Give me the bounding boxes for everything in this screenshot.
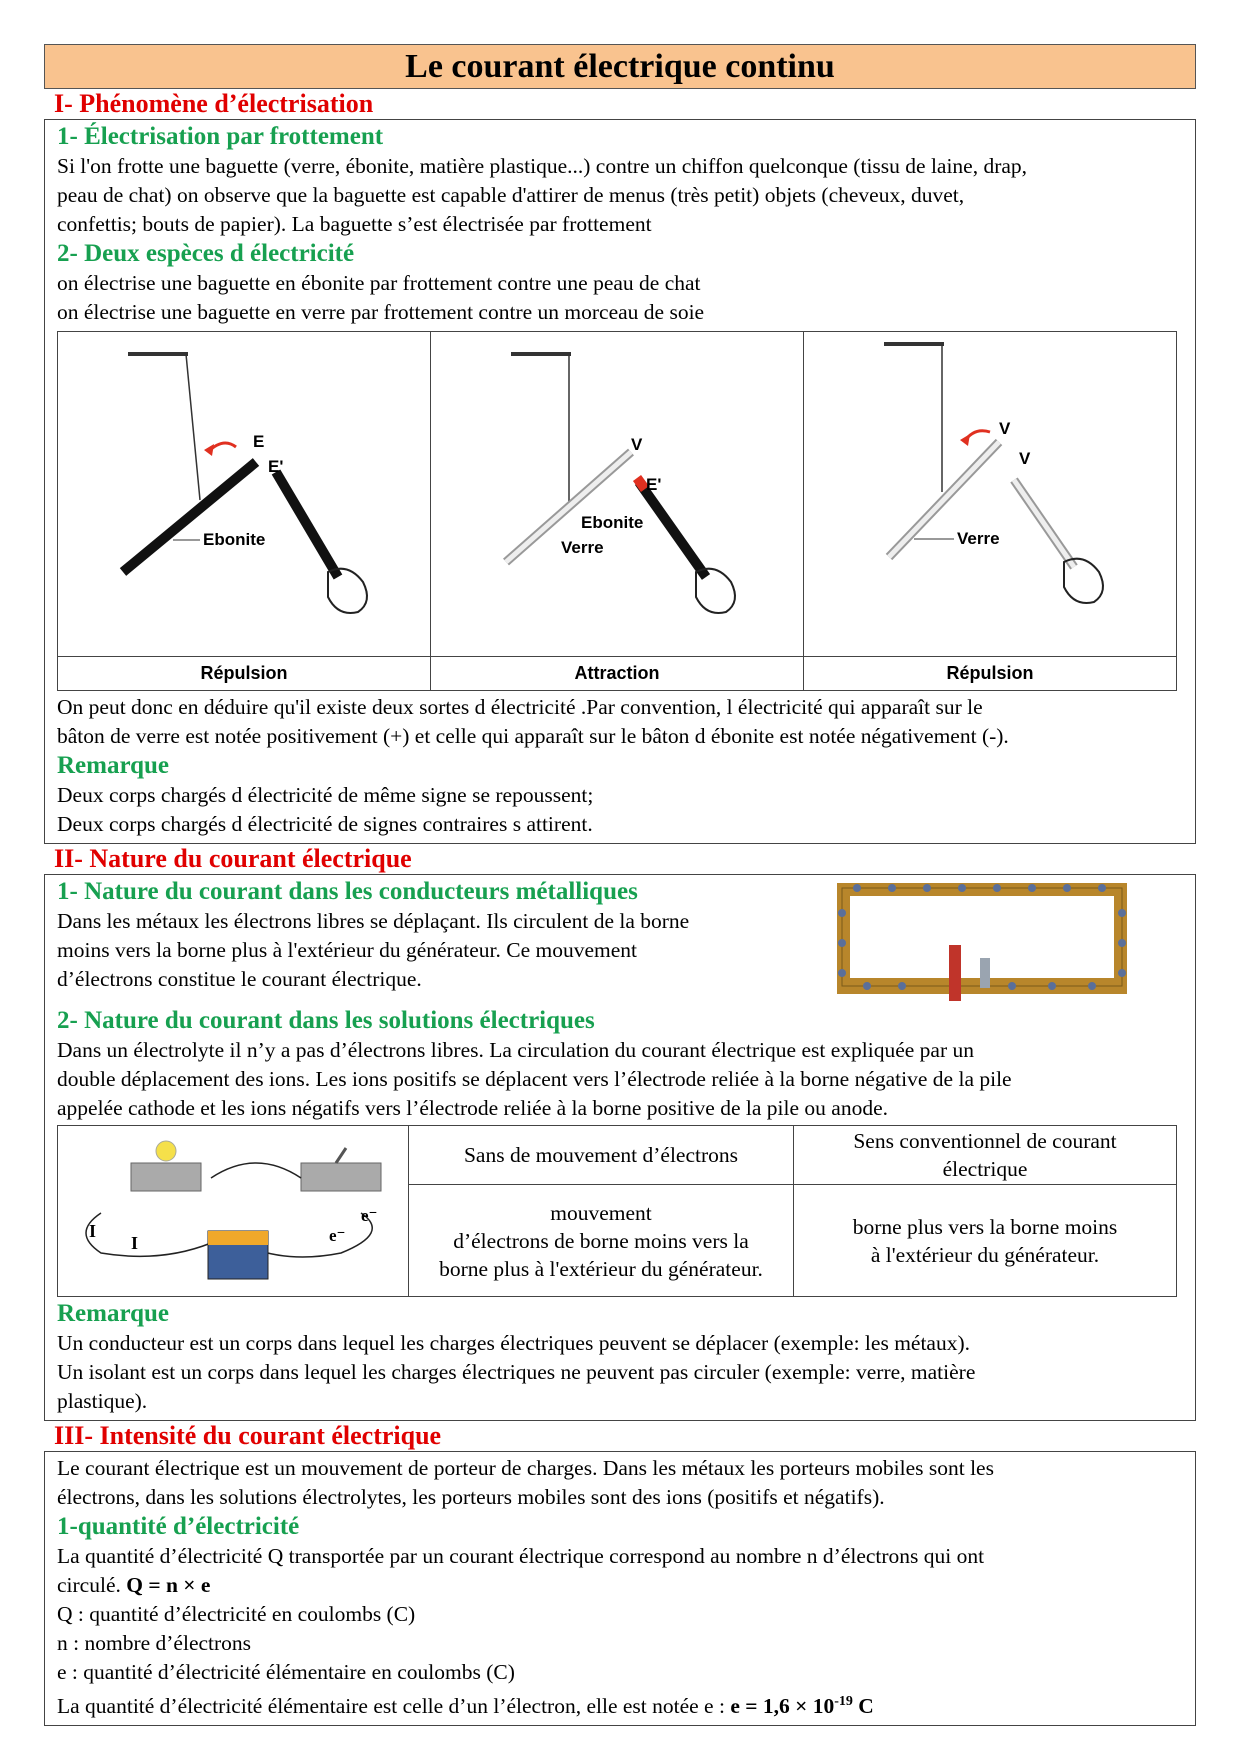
- formula-exponent: -19: [834, 1694, 853, 1709]
- formula-q: Q = n × e: [126, 1573, 211, 1597]
- circuit-illustration: [61, 1133, 406, 1283]
- cell-electron-movement: [409, 1185, 794, 1297]
- text-line: Dans les métaux les électrons libres se déplaçant. Ils circulent de la borne: [57, 909, 690, 933]
- text-line: d’électrons constitue le courant électrique.: [57, 967, 422, 991]
- page: [44, 44, 1196, 1726]
- text-fragment: La quantité d’électricité élémentaire est celle d’un l’électron, elle est notée e :: [57, 1694, 731, 1719]
- text-line: bâton de verre est notée positivement (+) et celle qui apparaît sur le bâton d ébonite est notée négativement (-).: [57, 724, 1009, 748]
- text-line: Le courant électrique est un mouvement de porteur de charges. Dans les métaux les porteurs mobiles sont les: [57, 1456, 994, 1480]
- formula-unit: C: [852, 1694, 874, 1719]
- section1-box: [44, 119, 1196, 844]
- text-line: On peut donc en déduire qu'il existe deux sortes d électricité .Par convention, l électricité qui apparaît sur le: [57, 695, 983, 719]
- text-line: La quantité d’électricité Q transportée par un courant électrique correspond au nombre n d’électrons qui ont: [57, 1544, 985, 1568]
- current-direction-table: [57, 1125, 1177, 1297]
- label-e: E: [253, 432, 265, 451]
- cell-line: borne plus vers la borne moins: [852, 1214, 1118, 1239]
- header-line: électrique: [942, 1157, 1028, 1181]
- text-line: Dans un électrolyte il n’y a pas d’électrons libres. La circulation du courant électrique est expliquée par un: [57, 1038, 974, 1062]
- label-ebonite: Ebonite: [581, 513, 644, 532]
- text-line: Un conducteur est un corps dans lequel les charges électriques peuvent se déplacer (exemple: les métaux).: [57, 1331, 971, 1355]
- cell-conventional-direction: [794, 1185, 1177, 1297]
- caption-repulsion-2: Répulsion: [946, 663, 1034, 683]
- label-i: I: [88, 1220, 96, 1241]
- section1-remark-heading: Remarque: [57, 752, 170, 779]
- definition-line: Q : quantité d’électricité en coulombs (C): [57, 1602, 416, 1626]
- cell-line: mouvement: [550, 1200, 652, 1225]
- panel-repulsion-ebonite: [58, 332, 431, 656]
- cell-line: d’électrons de borne moins vers la: [453, 1228, 749, 1253]
- label-electron: e⁻: [360, 1205, 378, 1225]
- header-conventional-direction: [794, 1126, 1177, 1185]
- label-verre: Verre: [957, 529, 1000, 548]
- text-line: on électrise une baguette en ébonite par frottement contre une peau de chat: [57, 271, 701, 295]
- panel-repulsion-verre: [804, 332, 1176, 656]
- text-line: [57, 1571, 1183, 1600]
- label-v: V: [631, 435, 643, 454]
- section1-sub1-heading: 1- Électrisation par frottement: [57, 123, 384, 150]
- electrisation-figure: [57, 331, 1177, 691]
- page-title: Le courant électrique continu: [44, 44, 1196, 89]
- metal-conductor-illustration: [837, 883, 1127, 1001]
- section2-heading: II- Nature du courant électrique: [54, 844, 412, 873]
- definition-line: n : nombre d’électrons: [57, 1631, 252, 1655]
- text-line: Deux corps chargés d électricité de même signe se repoussent;: [57, 783, 594, 807]
- label-electron: e⁻: [328, 1225, 346, 1245]
- formula-e: e = 1,6 × 10: [730, 1694, 835, 1719]
- header-line: Sens conventionnel de courant: [853, 1129, 1117, 1153]
- panel-attraction: [431, 332, 804, 656]
- repulsion-ebonite-illustration: [58, 332, 428, 656]
- section1-sub2-heading: 2- Deux espèces d électricité: [57, 240, 355, 267]
- text-line: électrons, dans les solutions électrolytes, les porteurs mobiles sont des ions (positifs et négatifs).: [57, 1485, 885, 1509]
- text-line: moins vers la borne plus à l'extérieur du générateur. Ce mouvement: [57, 938, 638, 962]
- label-verre: Verre: [561, 538, 604, 557]
- cell-line: à l'extérieur du générateur.: [870, 1242, 1100, 1267]
- caption-attraction: Attraction: [431, 657, 804, 690]
- label-e-prime: E': [646, 475, 662, 494]
- label-v: V: [999, 419, 1011, 438]
- section2-sub1-heading: 1- Nature du courant dans les conducteurs métalliques: [57, 878, 638, 905]
- definition-line: e : quantité d’électricité élémentaire en coulombs (C): [57, 1660, 515, 1684]
- section3-sub1-heading: 1-quantité d’électricité: [57, 1513, 300, 1540]
- circuit-cell: [58, 1126, 409, 1297]
- caption-repulsion-1: Répulsion: [58, 657, 431, 690]
- text-line: double déplacement des ions. Les ions positifs se déplacent vers l’électrode reliée à la borne négative de la pile: [57, 1067, 1012, 1091]
- text-line: [57, 1687, 1183, 1721]
- text-line: confettis; bouts de papier). La baguette s’est électrisée par frottement: [57, 212, 652, 236]
- text-line: on électrise une baguette en verre par frottement contre un morceau de soie: [57, 300, 705, 324]
- section2-remark-heading: Remarque: [57, 1300, 170, 1327]
- text-line: Deux corps chargés d électricité de signes contraires s attirent.: [57, 812, 593, 836]
- text-line: peau de chat) on observe que la baguette est capable d'attirer de menus (très petit) objets (cheveux, duvet,: [57, 183, 965, 207]
- section3-heading: III- Intensité du courant électrique: [54, 1421, 442, 1450]
- section1-heading: I- Phénomène d’électrisation: [54, 89, 374, 118]
- text-line: appelée cathode et les ions négatifs vers l’électrode reliée à la borne positive de la pile ou anode.: [57, 1096, 888, 1120]
- label-ebonite: Ebonite: [203, 530, 266, 549]
- label-e-prime: E': [268, 457, 284, 476]
- label-i: I: [130, 1232, 138, 1253]
- text-line: plastique).: [57, 1389, 148, 1413]
- cell-line: borne plus à l'extérieur du générateur.: [439, 1256, 763, 1281]
- text-fragment: circulé.: [57, 1573, 127, 1597]
- text-line: Un isolant est un corps dans lequel les charges électriques ne peuvent pas circuler (exemple: verre, matière: [57, 1360, 976, 1384]
- section2-box: [44, 874, 1196, 1421]
- header-electron-movement: Sans de mouvement d’électrons: [409, 1126, 794, 1185]
- text-line: Si l'on frotte une baguette (verre, ébonite, matière plastique...) contre un chiffon quelconque (tissu de laine, drap,: [57, 154, 1028, 178]
- repulsion-verre-illustration: [804, 332, 1174, 656]
- section2-sub2-heading: 2- Nature du courant dans les solutions électriques: [57, 1007, 595, 1034]
- attraction-illustration: [431, 332, 801, 656]
- section3-box: [44, 1451, 1196, 1726]
- label-v2: V: [1019, 449, 1031, 468]
